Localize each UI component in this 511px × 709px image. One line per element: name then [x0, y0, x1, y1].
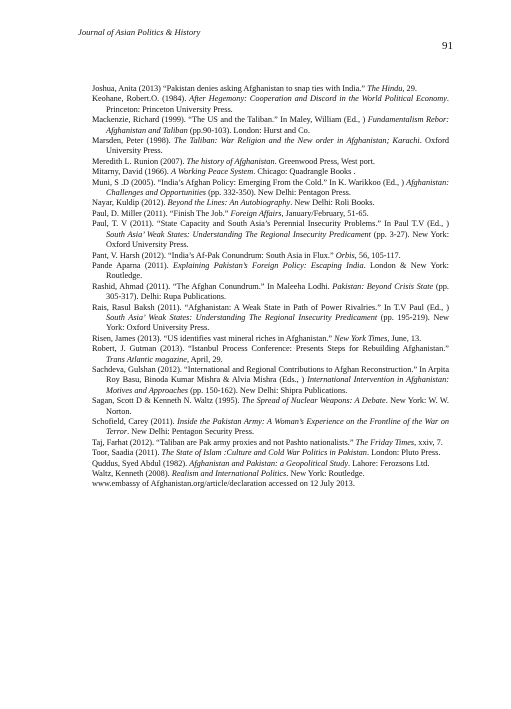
reference-entry: [92, 209, 449, 219]
reference-text: www.embassy of Afghanistan.org/article/declaration accessed on 12 July 2013.: [92, 479, 355, 489]
reference-entry: [92, 479, 449, 489]
reference-text: . Greenwood Press, West port.: [274, 156, 375, 166]
reference-entry: [92, 219, 449, 250]
reference-text: . New York: W. W. Norton.: [106, 396, 449, 416]
reference-text: , xxiv, 7.: [414, 437, 443, 447]
reference-text: Taj, Farhat (2012). “Taliban are Pak army proxies and not Pashto nationalists.”: [92, 437, 356, 447]
reference-text: . Chicago: Quadrangle Books .: [253, 167, 356, 177]
reference-text: Meredith L. Runion (2007).: [92, 156, 187, 166]
reference-entry: [92, 94, 449, 115]
reference-title: New York Times: [334, 333, 388, 343]
reference-title: Realism and International Politics: [171, 469, 287, 479]
reference-title: The history of Afghanistan: [186, 156, 275, 166]
reference-entry: [92, 115, 449, 136]
reference-text: . New York: Routledge.: [286, 469, 365, 479]
reference-text: Robert, J. Gutman (2013). “Istanbul Process Conference: Presents Steps for Rebuilding Afghanistan.”: [92, 344, 449, 354]
reference-entry: [92, 198, 449, 208]
reference-entry: [92, 84, 449, 94]
reference-entry: [92, 417, 449, 438]
reference-text: Marsden, Peter (1998).: [92, 136, 174, 146]
reference-entry: [92, 282, 449, 303]
reference-title: South Asia’ Weak States: Understanding The Regional Insecurity Predicament: [106, 229, 371, 239]
reference-entry: [92, 344, 449, 365]
reference-title: The Hindu: [367, 84, 403, 93]
reference-text: Sachdeva, Gulshan (2012). “International and Regional Contributions to Afghan Reconstruction.” In Arpita Roy Basu, Binoda Kumar Mishra & Alvia Mishra (Eds., ): [92, 364, 449, 385]
reference-text: Schofield, Carey (2011).: [92, 417, 178, 426]
reference-text: , 56, 105-117.: [354, 250, 401, 260]
reference-entry: [92, 396, 449, 417]
reference-text: Pant, V. Harsh (2012). “India’s Af-Pak Conundrum: South Asia in Flux.”: [92, 250, 336, 260]
reference-entry: [92, 469, 449, 479]
reference-text: (pp. 305-317). Delhi: Rupa Publications.: [106, 281, 449, 302]
reference-text: , January/February, 51-65.: [281, 208, 369, 218]
reference-text: (pp. 3-27). New York: Oxford University Press.: [106, 229, 449, 250]
reference-text: (pp. 150-162). New Delhi: Shipra Publications.: [188, 385, 348, 395]
reference-text: . Oxford University Press.: [106, 136, 449, 156]
reference-text: . New Delhi: Roli Books.: [290, 198, 375, 208]
reference-title: Beyond the Lines: An Autobiography: [167, 198, 291, 208]
reference-title: Fundamentalism Rebor: Afghanistan and Taliban: [106, 115, 449, 135]
reference-title: International Intervention in Afghanistan: Motives and Approaches: [106, 375, 449, 395]
reference-text: Mackenzie, Richard (1999). “The US and the Taliban.” In Maley, William (Ed., ): [92, 115, 368, 125]
reference-text: . Lahore: Ferozsons Ltd.: [348, 458, 430, 468]
reference-entry: [92, 167, 449, 177]
reference-text: Waltz, Kenneth (2008).: [92, 469, 172, 479]
reference-text: (pp. 195-219). New York: Oxford University Press.: [106, 312, 449, 333]
reference-title: A Working Peace System: [170, 167, 254, 177]
reference-text: , April, 29.: [186, 354, 223, 364]
reference-entry: [92, 438, 449, 448]
reference-title: The State of Islam :Culture and Cold War Politics in Pakistan: [161, 448, 367, 458]
reference-title: After Hegemony: Cooperation and Discord in the World Political Economy: [189, 94, 447, 104]
reference-entry: [92, 251, 449, 261]
reference-text: . London & New York: Routledge.: [106, 260, 449, 281]
reference-entry: [92, 459, 449, 469]
reference-text: Rashid, Ahmad (2011). “The Afghan Conundrum.” In Maleeha Lodhi.: [92, 281, 333, 291]
reference-text: . London: Pluto Press.: [366, 448, 441, 458]
reference-entry: [92, 448, 449, 458]
reference-title: Inside the Pakistan Army: A Woman’s Experience on the Frontline of the War on Terror: [106, 417, 449, 437]
reference-text: Toor, Saadia (2011).: [92, 448, 162, 458]
reference-text: , June, 13.: [387, 333, 422, 343]
reference-title: Afghanistan and Pakistan: a Geopolitical Study: [189, 458, 349, 468]
reference-entry: [92, 178, 449, 199]
reference-title: Explaining Pakistan’s Foreign Policy: Escaping India: [173, 260, 364, 270]
reference-list: [92, 84, 449, 490]
reference-entry: [92, 261, 449, 282]
reference-title: The Friday Times: [355, 437, 415, 447]
reference-entry: [92, 365, 449, 396]
reference-entry: [92, 334, 449, 344]
reference-title: The Spread of Nuclear Weapons: A Debate: [241, 396, 386, 406]
reference-entry: [92, 303, 449, 334]
reference-text: Mitarny, David (1966).: [92, 167, 171, 177]
reference-entry: [92, 157, 449, 167]
reference-text: Paul, T. V (2011). “State Capacity and South Asia’s Perennial Insecurity Problems.” In Paul T.V (Ed., ): [92, 219, 449, 229]
reference-text: Nayar, Kuldip (2012).: [92, 198, 168, 208]
reference-entry: [92, 136, 449, 157]
reference-text: . New Delhi: Pentagon Security Press.: [127, 427, 255, 437]
journal-running-header: Journal of Asian Politics & History: [78, 27, 201, 37]
reference-text: (pp. 332-350). New Delhi: Pentagon Press.: [206, 188, 351, 198]
reference-title: Trans Atlantic magazine: [106, 354, 187, 364]
reference-title: Foreign Affairs: [230, 208, 282, 218]
reference-text: (pp.90-103). London: Hurst and Co.: [187, 125, 310, 135]
page-number: 91: [442, 40, 453, 52]
reference-title: South Asia’ Weak States: Understanding The Regional Insecurity Predicament: [106, 312, 378, 322]
reference-text: Quddus, Syed Abdul (1982).: [92, 458, 190, 468]
reference-text: Pande Aparna (2011).: [92, 260, 173, 270]
reference-text: Sagan, Scott D & Kenneth N. Waltz (1995).: [92, 396, 242, 406]
reference-text: . Princeton: Princeton University Press.: [106, 94, 449, 114]
reference-text: Risen, James (2013). “US identifies vast mineral riches in Afghanistan.”: [92, 333, 335, 343]
reference-text: , 29.: [402, 84, 417, 93]
reference-text: Rais, Rasul Baksh (2011). “Afghanistan: A Weak State in Path of Power Rivalries.” In T.V Paul (Ed., ): [92, 302, 449, 312]
reference-text: Paul, D. Miller (2011). “Finish The Job.”: [92, 208, 231, 218]
reference-title: The Taliban: War Religion and the New order in Afghanistan; Karachi: [173, 136, 420, 146]
reference-text: Keohane, Robert.O. (1984).: [92, 94, 190, 104]
reference-text: Muni, S .D (2005). “India’s Afghan Policy: Emerging From the Cold.” In K. Warikkoo (Ed., ): [92, 177, 407, 187]
reference-title: Pakistan: Beyond Crisis State: [332, 281, 434, 291]
reference-text: Joshua, Anita (2013) “Pakistan denies asking Afghanistan to snap ties with India.”: [92, 84, 368, 93]
reference-title: Orbis: [335, 250, 355, 260]
reference-title: Afghanistan: Challenges and Opportunities: [106, 177, 449, 198]
